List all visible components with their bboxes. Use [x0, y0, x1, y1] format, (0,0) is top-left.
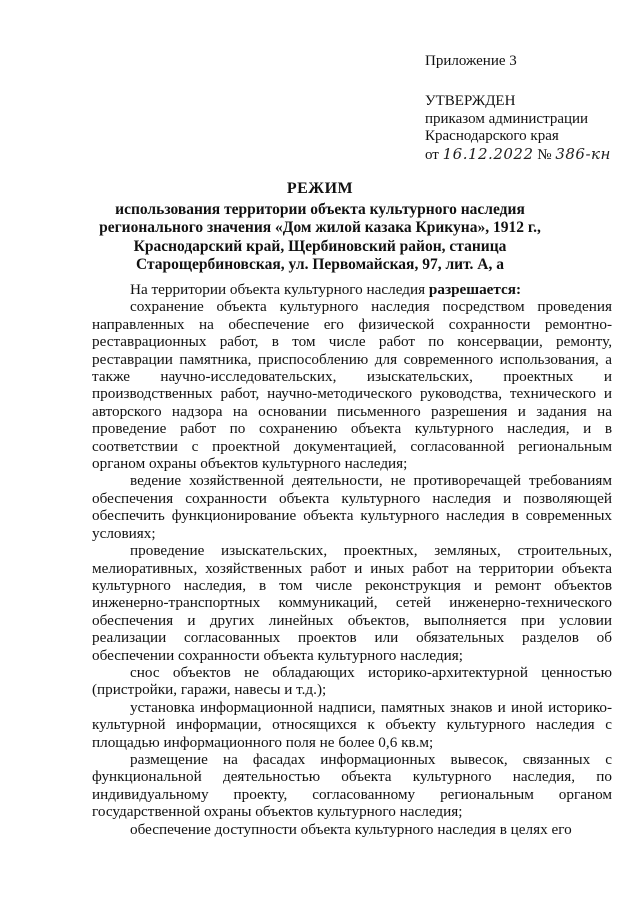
approval-stamp-block: [425, 93, 630, 164]
appendix-header: [425, 53, 625, 70]
order-date-line: [425, 146, 630, 165]
body-paragraph: установка информационной надписи, памятных знаков и иной историко-культурной информации, относящихся к объекту культурного наследия с площадью информационного поля не более 0,6 кв.м;: [92, 698, 612, 751]
order-line-2: Краснодарского края: [425, 128, 559, 144]
date-prefix: от: [425, 146, 439, 163]
intro-bold-text: разрешается:: [428, 281, 522, 298]
intro-text: На территории объекта культурного наследия: [130, 281, 429, 298]
intro-paragraph: [92, 281, 612, 298]
body-paragraph: проведение изыскательских, проектных, земляных, строительных, мелиоративных, хозяйственных работ и иных работ на территории объекта культурного наследия, в том числе реконструкция и ремонт объектов инженерно-транспортных коммуникаций, сетей инженерно-технического обеспечения и других линейных объектов, выполняется при условии реализации согласованных проектов или обязательных разделов об обеспечении сохранности объекта культурного наследия;: [92, 542, 612, 664]
title-main: РЕЖИМ: [286, 180, 354, 197]
document-body: [92, 281, 612, 838]
body-paragraph: ведение хозяйственной деятельности, не противоречащей требованиям обеспечения сохранности объекта культурного наследия и позволяющей обеспечить функционирование объекта культурного наследия в современных условиях;: [92, 472, 612, 542]
order-line-1: приказом администрации: [425, 110, 589, 127]
title-subtitle: использования территории объекта культурного наследия регионального значения «Дом жилой казака Крикуна», 1912 г., Краснодарский край, Щербиновский район, станица Старощербиновская, ул. Первомайская, 97, лит. А, а: [99, 200, 541, 273]
handwritten-order-number: 386-кн: [555, 144, 611, 163]
body-paragraph: снос объектов не обладающих историко-архитектурной ценностью (пристройки, гаражи, навесы и т.д.);: [92, 663, 612, 699]
appendix-label: Приложение 3: [425, 53, 517, 69]
body-paragraph: размещение на фасадах информационных вывесок, связанных с функциональной деятельностью объекта культурного наследия, по индивидуальному проекту, согласованному региональным органом государственной охраны объектов культурного наследия;: [92, 750, 612, 821]
body-paragraph: обеспечение доступности объекта культурного наследия в целях его: [130, 820, 572, 838]
number-sign: №: [537, 146, 552, 163]
body-paragraph: сохранение объекта культурного наследия посредством проведения направленных на обеспечение его физической сохранности ремонтно-реставрационных работ, в том числе работ по консервации, ремонту, реставрации памятника, приспособлению для современного использования, а также научно-исследовательских, изыскательских, проектных и производственных работ, научно-методического руководства, технического и авторского надзора на основании письменного разрешения и задания на проведение работ по сохранению объекта культурного наследия, и в соответствии с проектной документацией, согласованной региональным органом охраны объектов культурного наследия;: [92, 298, 612, 473]
handwritten-date: 16.12.2022: [442, 144, 534, 163]
document-title: [80, 180, 560, 275]
approved-label: УТВЕРЖДЕН: [425, 93, 516, 109]
